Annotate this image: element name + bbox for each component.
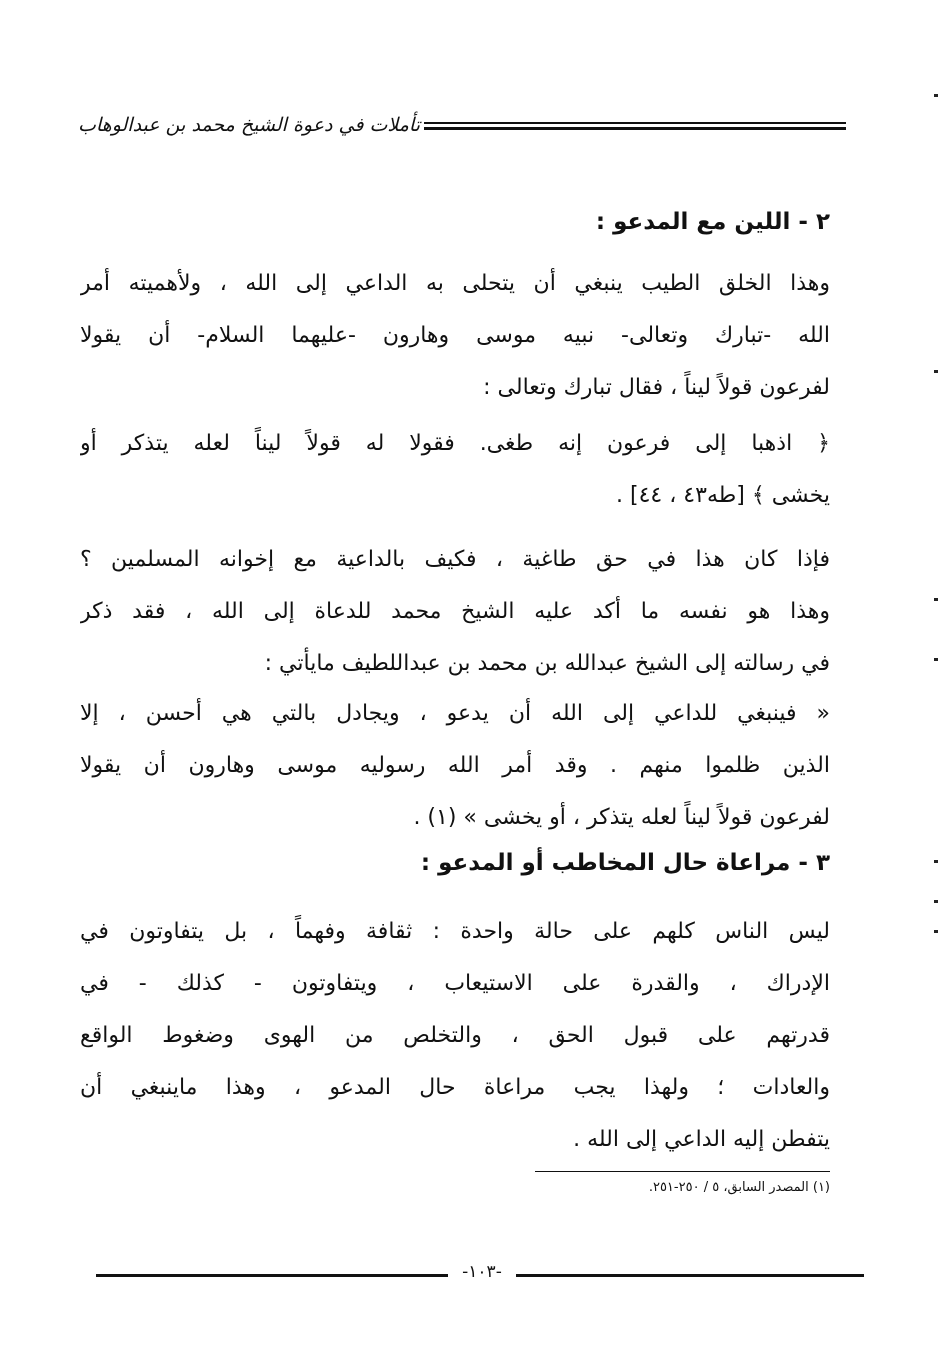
sheikh-quote: [80, 688, 830, 844]
running-header-title: تأملات في دعوة الشيخ محمد بن عبدالوهاب: [78, 114, 420, 136]
text-line: وهذا هو نفسه ما أكد عليه الشيخ محمد للدعاة إلى الله ، فقد ذكر: [80, 599, 830, 624]
page-number: -١٠٣-: [462, 1262, 502, 1282]
text-line: لفرعون قولاً ليناً لعله يتذكر ، أو يخشى » (١) .: [413, 805, 830, 830]
text-line: « فينبغي للداعي إلى الله أن يدعو ، ويجادل بالتي هي أحسن ، إلا: [80, 701, 830, 726]
text-line: ﴿ اذهبا إلى فرعون إنه طغى. فقولا له قولاً ليناً لعله يتذكر أو: [80, 431, 830, 456]
quran-verse-quote: [80, 418, 830, 522]
text-line: فإذا كان هذا في حق طاغية ، فكيف بالداعية مع إخوانه المسلمين ؟: [80, 547, 830, 572]
footnote-separator: [535, 1171, 830, 1172]
paragraph-audience: [80, 906, 830, 1166]
text-line: الله -تبارك وتعالى- نبيه موسى وهارون -عليهما السلام- أن يقولا: [80, 323, 830, 348]
text-line: في رسالته إلى الشيخ عبدالله بن محمد بن عبداللطيف مايأتي :: [264, 651, 830, 676]
text-line: والعادات ؛ ولهذا يجب مراعاة حال المدعو ، وهذا ماينبغي أن: [80, 1075, 830, 1100]
scan-edge-mark: [934, 598, 938, 601]
text-line: قدرتهم على قبول الحق ، والتخلص من الهوى وضغوط الواقع: [80, 1023, 830, 1048]
section-heading-gentleness: ٢ - اللين مع المدعو :: [595, 209, 830, 235]
scan-edge-mark: [934, 658, 938, 661]
text-line: الذين ظلموا منهم . وقد أمر الله رسوليه موسى وهارون أن يقولا: [80, 753, 830, 778]
scan-edge-mark: [934, 860, 938, 863]
header-rule-thick: [424, 127, 846, 130]
footer-rule-right: [516, 1274, 864, 1277]
scan-edge-mark: [934, 94, 938, 97]
scan-edge-mark: [934, 930, 938, 933]
paragraph-sheikh-letter: [80, 534, 830, 690]
text-line: الإدراك ، والقدرة على الاستيعاب ، ويتفاوتون - كذلك - في: [80, 971, 830, 996]
footer-rule-left: [96, 1274, 448, 1277]
header-rule: [424, 122, 846, 124]
text-line: يتفطن إليه الداعي إلى الله .: [573, 1127, 830, 1152]
section-heading-audience: ٣ - مراعاة حال المخاطب أو المدعو :: [420, 850, 830, 876]
scan-edge-mark: [934, 370, 938, 373]
footnote: (١) المصدر السابق، ٥ / ٢٥٠-٢٥١.: [648, 1180, 830, 1195]
text-line: لفرعون قولاً ليناً ، فقال تبارك وتعالى :: [483, 375, 830, 400]
text-line: يخشى ﴾ [طه٤٣ ، ٤٤] .: [615, 483, 830, 508]
text-line: وهذا الخلق الطيب ينبغي أن يتحلى به الداعي إلى الله ، ولأهميته أمر: [80, 271, 830, 296]
scan-edge-mark: [934, 900, 938, 903]
paragraph-gentleness-intro: [80, 258, 830, 414]
text-line: ليس الناس كلهم على حالة واحدة : ثقافة وفهماً ، بل يتفاوتون في: [80, 919, 830, 944]
